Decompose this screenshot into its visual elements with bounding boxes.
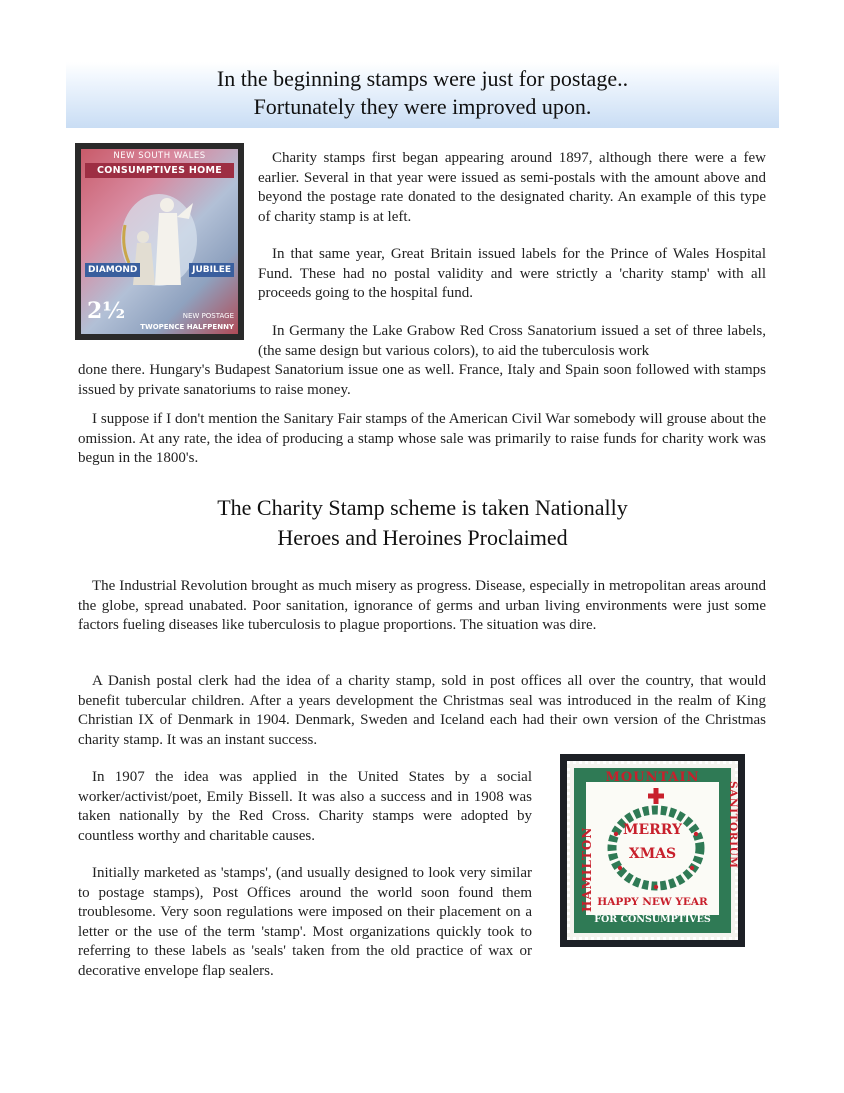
seal-left-text: HAMILTON [580, 826, 594, 912]
red-cross-icon [648, 788, 664, 804]
banner-title-line-2: Fortunately they were improved upon. [253, 94, 592, 119]
paragraph-sanitary-fair: I suppose if I don't mention the Sanitary Fair stamps of the American Civil War somebody will grouse about the omission. At any rate, the idea of producing a stamp whose sale was primarily to raise funds for charity work was begun in the 1800's. [78, 411, 766, 466]
paragraph-united-states: In 1907 the idea was applied in the United States by a social worker/activist/poet, Emily Bissell. It was also a success and in 1908 was taken nationally by the Red Cross. Charity stamps were adopted by countless worthy and charitable causes. [78, 769, 532, 844]
section-heading-line-2: Heroes and Heroines Proclaimed [277, 525, 568, 550]
banner-title-line-1: In the beginning stamps were just for postage.. [216, 66, 629, 91]
stamp1-jubilee-text: JUBILEE [189, 263, 234, 277]
stamp1-top-text: NEW SOUTH WALES [113, 151, 206, 161]
seal-bottom-text: FOR CONSUMPTIVES [594, 914, 711, 925]
section-heading-line-1: The Charity Stamp scheme is taken Nationally [217, 495, 628, 520]
paragraph-prince-of-wales-fund: In that same year, Great Britain issued labels for the Prince of Wales Hospital Fund. These had no postal validity and were strictly a 'charity stamp' with all proceeds going to the hospital fund. [258, 246, 766, 301]
paragraph-seals-terminology: Initially marketed as 'stamps', (and usually designed to look very similar to postage stamps), Post Offices around the world soon found them troublesome. Very soon regulations were imposed on their placement on a letter or the use of the term 'stamp'. Most organizations quickly took to referring to these labels as 'seals' taken from the old practice of wax or decorative envelope flap sealers. [78, 865, 532, 979]
title-banner [66, 62, 779, 128]
seal-happy-new-year-text: HAPPY NEW YEAR [597, 896, 708, 908]
paragraph-charity-origins: Charity stamps first began appearing around 1897, although there were a few earlier. Several in that year were issued as semi-postals with the amount above and beyond the postage rate donated to the designated charity. An example of this type of charity stamp is at left. [258, 150, 766, 225]
paragraph-industrial-revolution: The Industrial Revolution brought as much misery as progress. Disease, especially in metropolitan areas around the globe, spread unabated. Poor sanitation, ignorance of germs and urban living environments were just some factors fueling diseases like tuberculosis to plague proportions. The situation was dire. [78, 578, 766, 633]
stamp1-figures-illustration [119, 185, 199, 295]
seal-merry-text: MERRY [622, 822, 682, 838]
paragraph-germany-part-2: done there. Hungary's Budapest Sanatorium issue one as well. France, Italy and Spain soon followed with stamps issued by private sanatoriums to raise money. [78, 362, 766, 398]
seal-top-text: MOUNTAIN [605, 770, 700, 785]
stamp1-postage-text: NEW POSTAGE [182, 312, 234, 320]
seal-right-text: SANITORIUM [727, 781, 739, 869]
stamp1-diamond-text: DIAMOND [85, 263, 140, 277]
hamilton-christmas-seal-image [560, 754, 745, 947]
paragraph-danish-postal-clerk: A Danish postal clerk had the idea of a charity stamp, sold in post offices all over the country, that would benefit tubercular children. After a years development the Christmas seal was introduced in the realm of King Christian IX of Denmark in 1904. Denmark, Sweden and Iceland each had their own version of the Christmas charity stamp. It was an instant success. [78, 673, 766, 748]
paragraph-germany-part-1: In Germany the Lake Grabow Red Cross Sanatorium issued a set of three labels, (the same design but various colors), to aid the tuberculosis work [258, 323, 766, 359]
seal-xmas-text: XMAS [628, 846, 677, 862]
stamp1-banner-text: CONSUMPTIVES HOME [85, 163, 234, 178]
consumptives-home-stamp-image [75, 143, 244, 340]
stamp1-value: 2½ [87, 298, 126, 324]
stamp1-denomination-text: TWOPENCE HALFPENNY [140, 323, 234, 331]
